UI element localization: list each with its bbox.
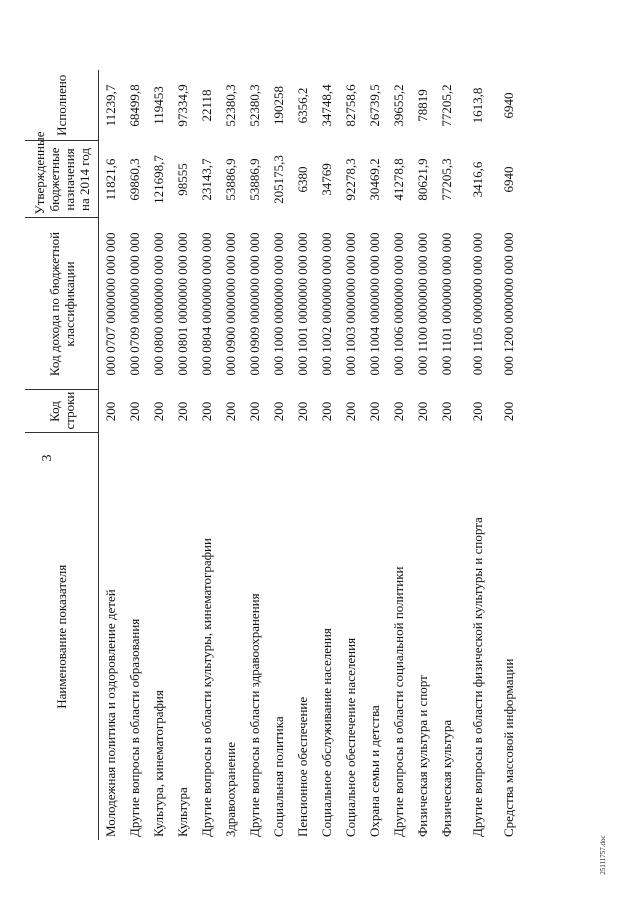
- row-name: Физическая культура: [439, 719, 454, 837]
- row-income-code: 000 0801 0000000 000 000: [175, 232, 190, 376]
- row-income-code: 000 0909 0000000 000 000: [247, 232, 262, 376]
- row-executed: 78819: [415, 89, 430, 122]
- row-approved: 205175,3: [271, 155, 286, 204]
- row-executed: 22118: [199, 89, 214, 122]
- row-income-code: 000 1003 0000000 000 000: [343, 232, 358, 376]
- row-approved: 53886,9: [247, 158, 262, 201]
- row-name: Другие вопросы в области физической культуры и спорта: [470, 517, 485, 837]
- row-approved: 6380: [295, 166, 310, 193]
- table-row: [339, 70, 363, 840]
- row-approved: 98555: [175, 163, 190, 196]
- row-executed: 190258: [271, 86, 286, 125]
- header-executed: Исполнено: [25, 70, 99, 141]
- row-code: 200: [367, 401, 382, 422]
- table-row: [243, 70, 267, 840]
- row-approved: 23143,7: [199, 158, 214, 201]
- row-executed: 82758,6: [343, 84, 358, 127]
- row-name: Социальная политика: [271, 716, 286, 837]
- row-code: 200: [319, 401, 334, 422]
- row-approved: 121698,7: [151, 155, 166, 204]
- row-approved: 41278,8: [391, 158, 406, 201]
- row-approved: 69860,3: [127, 158, 142, 201]
- row-code: 200: [470, 401, 485, 422]
- row-name: Культура: [175, 787, 190, 837]
- table-row: [435, 70, 459, 840]
- table-row: [459, 70, 497, 840]
- row-income-code: 000 0900 0000000 000 000: [223, 232, 238, 376]
- row-name: Средства массовой информации: [501, 658, 516, 837]
- row-executed: 26739,5: [367, 84, 382, 127]
- row-code: 200: [343, 401, 358, 422]
- row-executed: 52380,3: [223, 84, 238, 127]
- row-name: Социальное обслуживание населения: [319, 628, 334, 837]
- row-code: 200: [103, 401, 118, 422]
- row-name: Физическая культура и спорт: [415, 675, 430, 837]
- row-income-code: 000 1105 0000000 000 000: [470, 232, 485, 376]
- rotated-table-container: [25, 70, 615, 840]
- row-approved: 34769: [319, 163, 334, 196]
- row-code: 200: [415, 401, 430, 422]
- row-code: 200: [501, 401, 516, 422]
- row-executed: 6940: [501, 92, 516, 119]
- table-row: [363, 70, 387, 840]
- row-approved: 80621,9: [415, 158, 430, 201]
- row-executed: 1613,8: [470, 87, 485, 124]
- row-name: Молодежная политика и оздоровление детей: [103, 589, 118, 837]
- row-name: Здравоохранение: [223, 742, 238, 837]
- table-body: [99, 70, 522, 840]
- row-income-code: 000 1004 0000000 000 000: [367, 232, 382, 376]
- budget-execution-table: [25, 70, 521, 840]
- row-income-code: 000 1101 0000000 000 000: [439, 232, 454, 376]
- row-executed: 34748,4: [319, 84, 334, 127]
- row-name: Другие вопросы в области здравоохранения: [247, 593, 262, 837]
- header-name: Наименование показателя: [25, 433, 99, 840]
- table-row: [497, 70, 521, 840]
- row-approved: 53886,9: [223, 158, 238, 201]
- row-executed: 39655,2: [391, 84, 406, 127]
- row-name: Социальное обеспечение населения: [343, 637, 358, 837]
- table-row: [387, 70, 411, 840]
- row-income-code: 000 1000 0000000 000 000: [271, 232, 286, 376]
- row-executed: 6356,2: [295, 87, 310, 124]
- row-income-code: 000 0709 0000000 000 000: [127, 232, 142, 376]
- row-approved: 11821,6: [103, 158, 118, 201]
- row-income-code: 000 0800 0000000 000 000: [151, 232, 166, 376]
- row-code: 200: [439, 401, 454, 422]
- header-income-code: Код дохода по бюджетной классификации: [25, 218, 99, 390]
- row-name: Другие вопросы в области образования: [127, 618, 142, 837]
- table-row: [411, 70, 435, 840]
- table-row: [147, 70, 171, 840]
- row-name: Культура, кинематография: [151, 690, 166, 837]
- row-executed: 68499,8: [127, 84, 142, 127]
- row-income-code: 000 0707 0000000 000 000: [103, 232, 118, 376]
- row-code: 200: [151, 401, 166, 422]
- row-code: 200: [223, 401, 238, 422]
- row-income-code: 000 1100 0000000 000 000: [415, 232, 430, 376]
- row-code: 200: [295, 401, 310, 422]
- table-row: [99, 70, 124, 840]
- row-code: 200: [391, 401, 406, 422]
- table-row: [123, 70, 147, 840]
- row-income-code: 000 1006 0000000 000 000: [391, 232, 406, 376]
- row-approved: 6940: [501, 166, 516, 193]
- row-approved: 92278,3: [343, 158, 358, 201]
- header-row-code: Код строки: [25, 390, 99, 433]
- row-code: 200: [199, 401, 214, 422]
- row-income-code: 000 1200 0000000 000 000: [501, 232, 516, 376]
- row-name: Пенсионное обеспечение: [295, 696, 310, 837]
- table-row: [291, 70, 315, 840]
- header-approved: Утвержденные бюджетные назначения на 2014 год: [25, 141, 99, 218]
- row-income-code: 000 1001 0000000 000 000: [295, 232, 310, 376]
- row-approved: 30469,2: [367, 158, 382, 201]
- row-approved: 77205,3: [439, 158, 454, 201]
- page-number: 3: [40, 454, 55, 462]
- row-income-code: 000 1002 0000000 000 000: [319, 232, 334, 376]
- row-executed: 52380,3: [247, 84, 262, 127]
- table-row: [267, 70, 291, 840]
- table-row: [315, 70, 339, 840]
- row-executed: 97334,9: [175, 84, 190, 127]
- row-executed: 119453: [151, 86, 166, 125]
- row-code: 200: [127, 401, 142, 422]
- table-header-row: [25, 70, 99, 840]
- row-executed: 77205,2: [439, 84, 454, 127]
- table-row: [171, 70, 195, 840]
- row-code: 200: [175, 401, 190, 422]
- row-name: Другие вопросы в области культуры, кинематографии: [199, 538, 214, 837]
- row-approved: 3416,6: [470, 161, 485, 198]
- row-executed: 11239,7: [103, 84, 118, 127]
- table-row: [219, 70, 243, 840]
- document-file-id: 25111757.doc: [599, 835, 607, 875]
- row-code: 200: [247, 401, 262, 422]
- row-income-code: 000 0804 0000000 000 000: [199, 232, 214, 376]
- row-name: Охрана семьи и детства: [367, 705, 382, 837]
- row-name: Другие вопросы в области социальной политики: [391, 566, 406, 837]
- table-row: [195, 70, 219, 840]
- row-code: 200: [271, 401, 286, 422]
